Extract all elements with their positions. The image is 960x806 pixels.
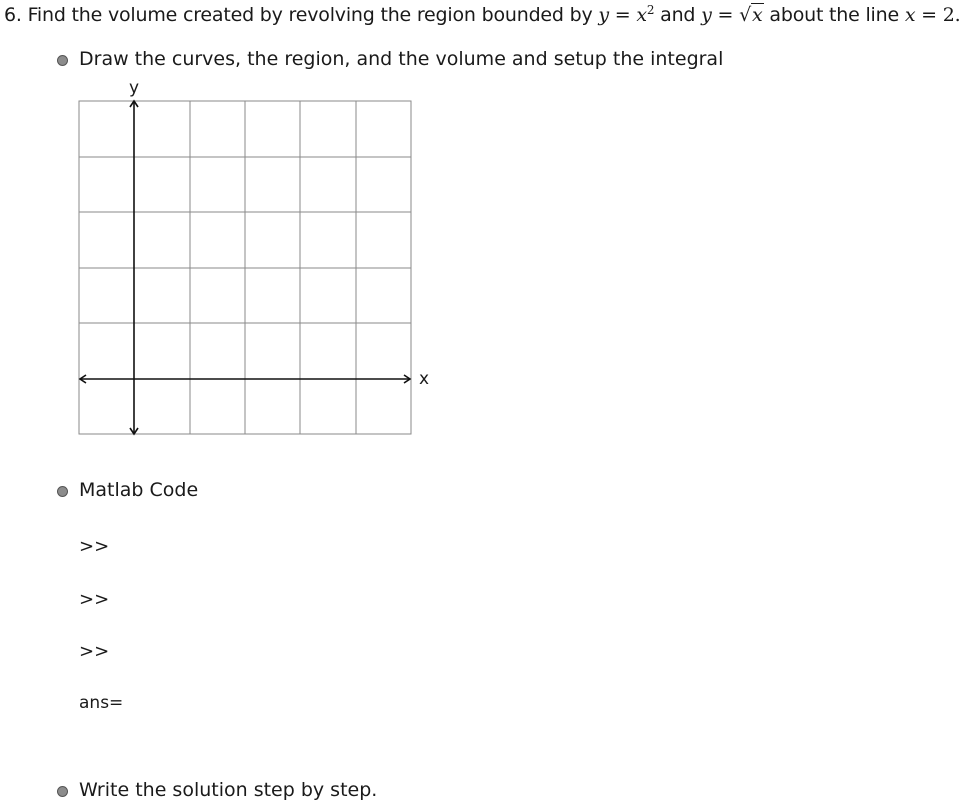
eq1-sign: = [614, 4, 631, 26]
matlab-ans-label: ans= [79, 693, 124, 713]
eq2-radicand: x [752, 4, 763, 26]
radical-sign: √ [739, 4, 752, 26]
bullet-solution-text: Write the solution step by step. [79, 779, 378, 801]
bullet-dot [57, 486, 68, 497]
matlab-prompt-1: >> [79, 536, 110, 557]
question-number: 6. [4, 4, 22, 26]
x-axis-label: x [418, 369, 430, 389]
question-text: Find the volume created by revolving the region bounded by [27, 4, 593, 26]
eq3-lhs: x [904, 4, 916, 26]
eq1-rhs-exponent: 2 [646, 3, 655, 17]
matlab-prompt-3: >> [79, 641, 110, 662]
question-line [4, 4, 960, 26]
question-text-middle: about the line [769, 4, 899, 26]
bullet-dot [57, 786, 68, 797]
graph-grid [60, 74, 450, 444]
eq3-rhs: 2. [942, 4, 960, 26]
matlab-prompt-2: >> [79, 589, 110, 610]
eq2-lhs: y [701, 4, 712, 26]
bullet-draw-text: Draw the curves, the region, and the volume and setup the integral [79, 48, 724, 70]
sqrt-expression [739, 4, 763, 26]
y-axis-label: y [128, 78, 140, 98]
eq1-rhs-base: x [636, 4, 647, 26]
eq3-sign: = [921, 4, 937, 26]
bullet-matlab-text: Matlab Code [79, 479, 199, 501]
eq2-sign: = [717, 4, 734, 26]
eq1-lhs: y [598, 4, 609, 26]
grid-lines [79, 101, 411, 434]
bullet-dot [57, 55, 68, 66]
conjunction: and [660, 4, 696, 26]
